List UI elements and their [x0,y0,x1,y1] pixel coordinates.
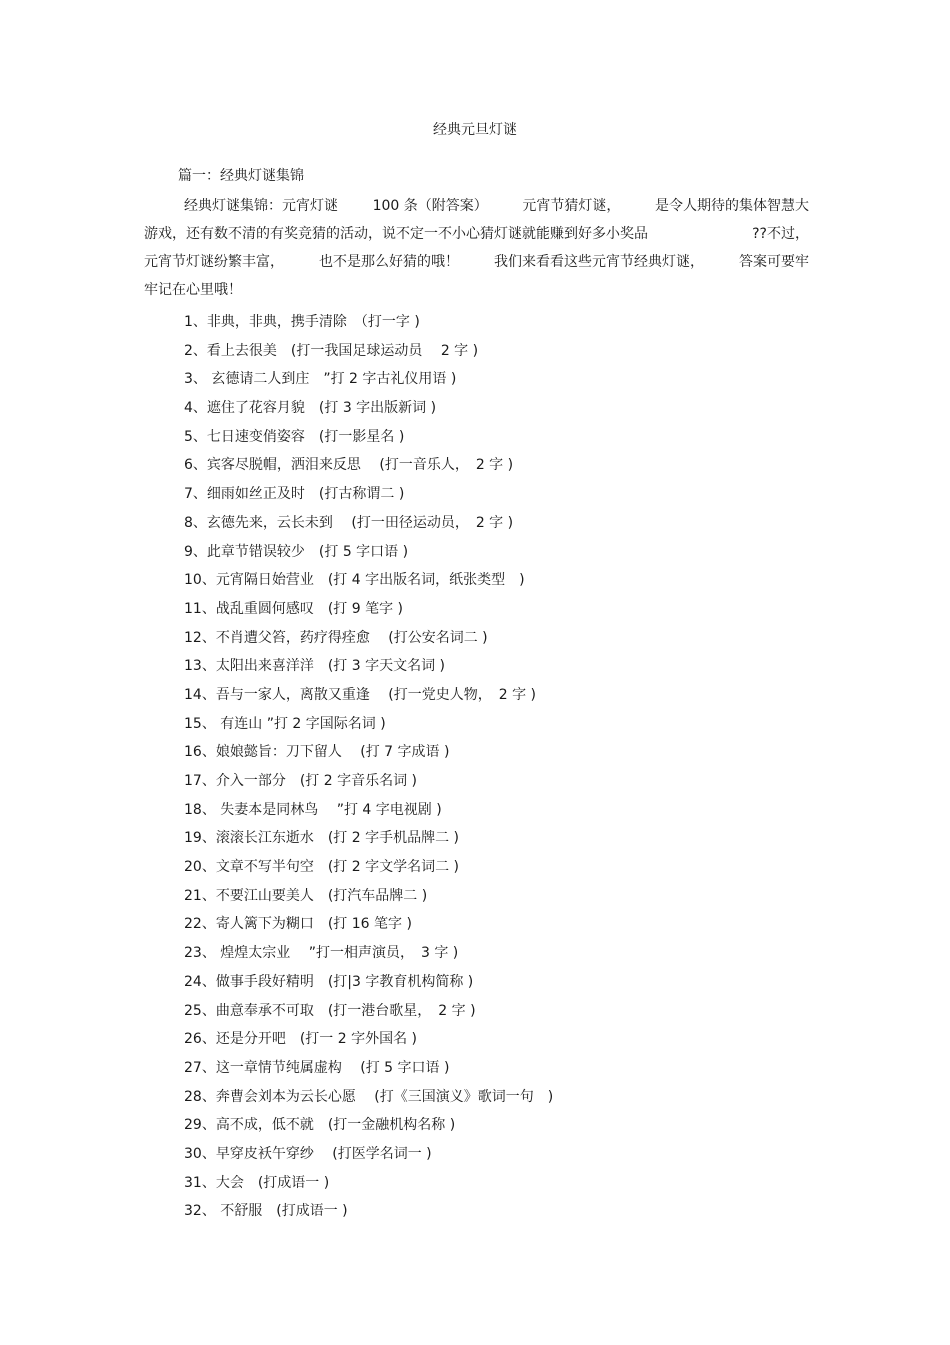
riddle-item: 30、早穿皮袄午穿纱 (打医学名词一 ) [184,1145,432,1162]
riddle-item: 12、不肖遭父笞，药疗得痊愈 (打公安名词二 ) [184,629,488,646]
intro-text: 元宵节灯谜纷繁丰富， [144,254,284,270]
intro-text: 也不是那么好猜的哦！ [319,254,459,270]
riddle-item: 14、吾与一家人，离散又重逢 (打一党史人物， 2 字 ) [184,686,536,703]
intro-line [144,280,809,308]
intro-text: 答案可要牢 [739,254,809,270]
riddle-item: 23、 煌煌太宗业 ”打一相声演员， 3 字 ) [184,945,459,962]
riddle-item: 8、玄德先来，云长未到 (打一田径运动员， 2 字 ) [184,514,514,531]
intro-line [144,196,809,224]
riddle-item: 18、 失妻本是同林鸟 ”打 4 字电视剧 ) [184,801,442,818]
intro-line [144,224,809,252]
intro-text: 牢记在心里哦！ [144,282,242,298]
riddle-item: 31、大会 (打成语一 ) [184,1174,330,1191]
riddle-item: 27、这一章情节纯属虚构 (打 5 字口语 ) [184,1059,450,1076]
riddle-item: 32、 不舒服 (打成语一 ) [184,1203,348,1220]
riddle-list [184,312,553,1230]
riddle-item: 1、非典，非典，携手清除 （打一字 ) [184,314,420,330]
riddle-item: 9、此章节错误较少 (打 5 字口语 ) [184,543,409,560]
intro-paragraph [144,196,809,308]
intro-text: ??不过， [752,226,809,242]
riddle-item: 13、太阳出来喜洋洋 (打 3 字天文名词 ) [184,658,445,675]
riddle-item: 22、寄人篱下为糊口 (打 16 笔字 ) [184,916,412,933]
riddle-item: 10、元宵隔日始营业 (打 4 字出版名词，纸张类型 ) [184,572,525,589]
riddle-item: 3、 玄德请二人到庄 ”打 2 字古礼仪用语 ) [184,371,457,388]
riddle-item: 6、宾客尽脱帽，洒泪来反思 (打一音乐人， 2 字 ) [184,457,514,474]
riddle-item: 4、遮住了花容月貌 (打 3 字出版新词 ) [184,400,437,417]
intro-text: 是令人期待的集体智慧大 [655,198,809,214]
document-title: 经典元旦灯谜 [433,122,517,138]
riddle-item: 26、还是分开吧 (打一 2 字外国名 ) [184,1031,417,1048]
riddle-item: 7、细雨如丝正及时 (打古称谓二 ) [184,486,405,503]
intro-text: 我们来看看这些元宵节经典灯谜， [494,254,704,270]
riddle-item: 20、文章不写半句空 (打 2 字文学名词二 ) [184,859,459,876]
riddle-item: 2、看上去很美 (打一我国足球运动员 2 字 ) [184,342,479,359]
riddle-item: 19、滚滚长江东逝水 (打 2 字手机品牌二 ) [184,830,459,847]
riddle-item: 21、不要江山要美人 (打汽车品牌二 ) [184,887,428,904]
riddle-item: 29、高不成，低不就 (打一金融机构名称 ) [184,1117,456,1134]
intro-text: 元宵节猜灯谜， [522,198,621,214]
section-heading: 篇一：经典灯谜集锦 [178,168,304,184]
intro-text: 游戏，还有数不清的有奖竞猜的活动，说不定一不小心猜灯谜就能赚到好多小奖品 [144,226,648,242]
riddle-item: 11、战乱重圆何感叹 (打 9 笔字 ) [184,600,403,617]
riddle-item: 17、介入一部分 (打 2 字音乐名词 ) [184,773,417,789]
riddle-item: 16、娘娘懿旨：刀下留人 (打 7 字成语 ) [184,744,450,761]
riddle-item: 24、做事手段好精明 (打|3 字教育机构简称 ) [184,973,474,990]
riddle-item: 25、曲意奉承不可取 (打一港台歌星， 2 字 ) [184,1002,476,1019]
intro-text: 经典灯谜集锦：元宵灯谜 [184,198,338,214]
riddle-item: 28、奔曹会刘本为云长心愿 (打《三国演义》歌词一句 ) [184,1088,554,1105]
intro-line [144,252,809,280]
intro-text: 100 条（附答案） [372,198,488,214]
riddle-item: 15、 有连山 ”打 2 字国际名词 ) [184,715,386,732]
riddle-item: 5、七日速变俏姿容 (打一影星名 ) [184,428,405,445]
